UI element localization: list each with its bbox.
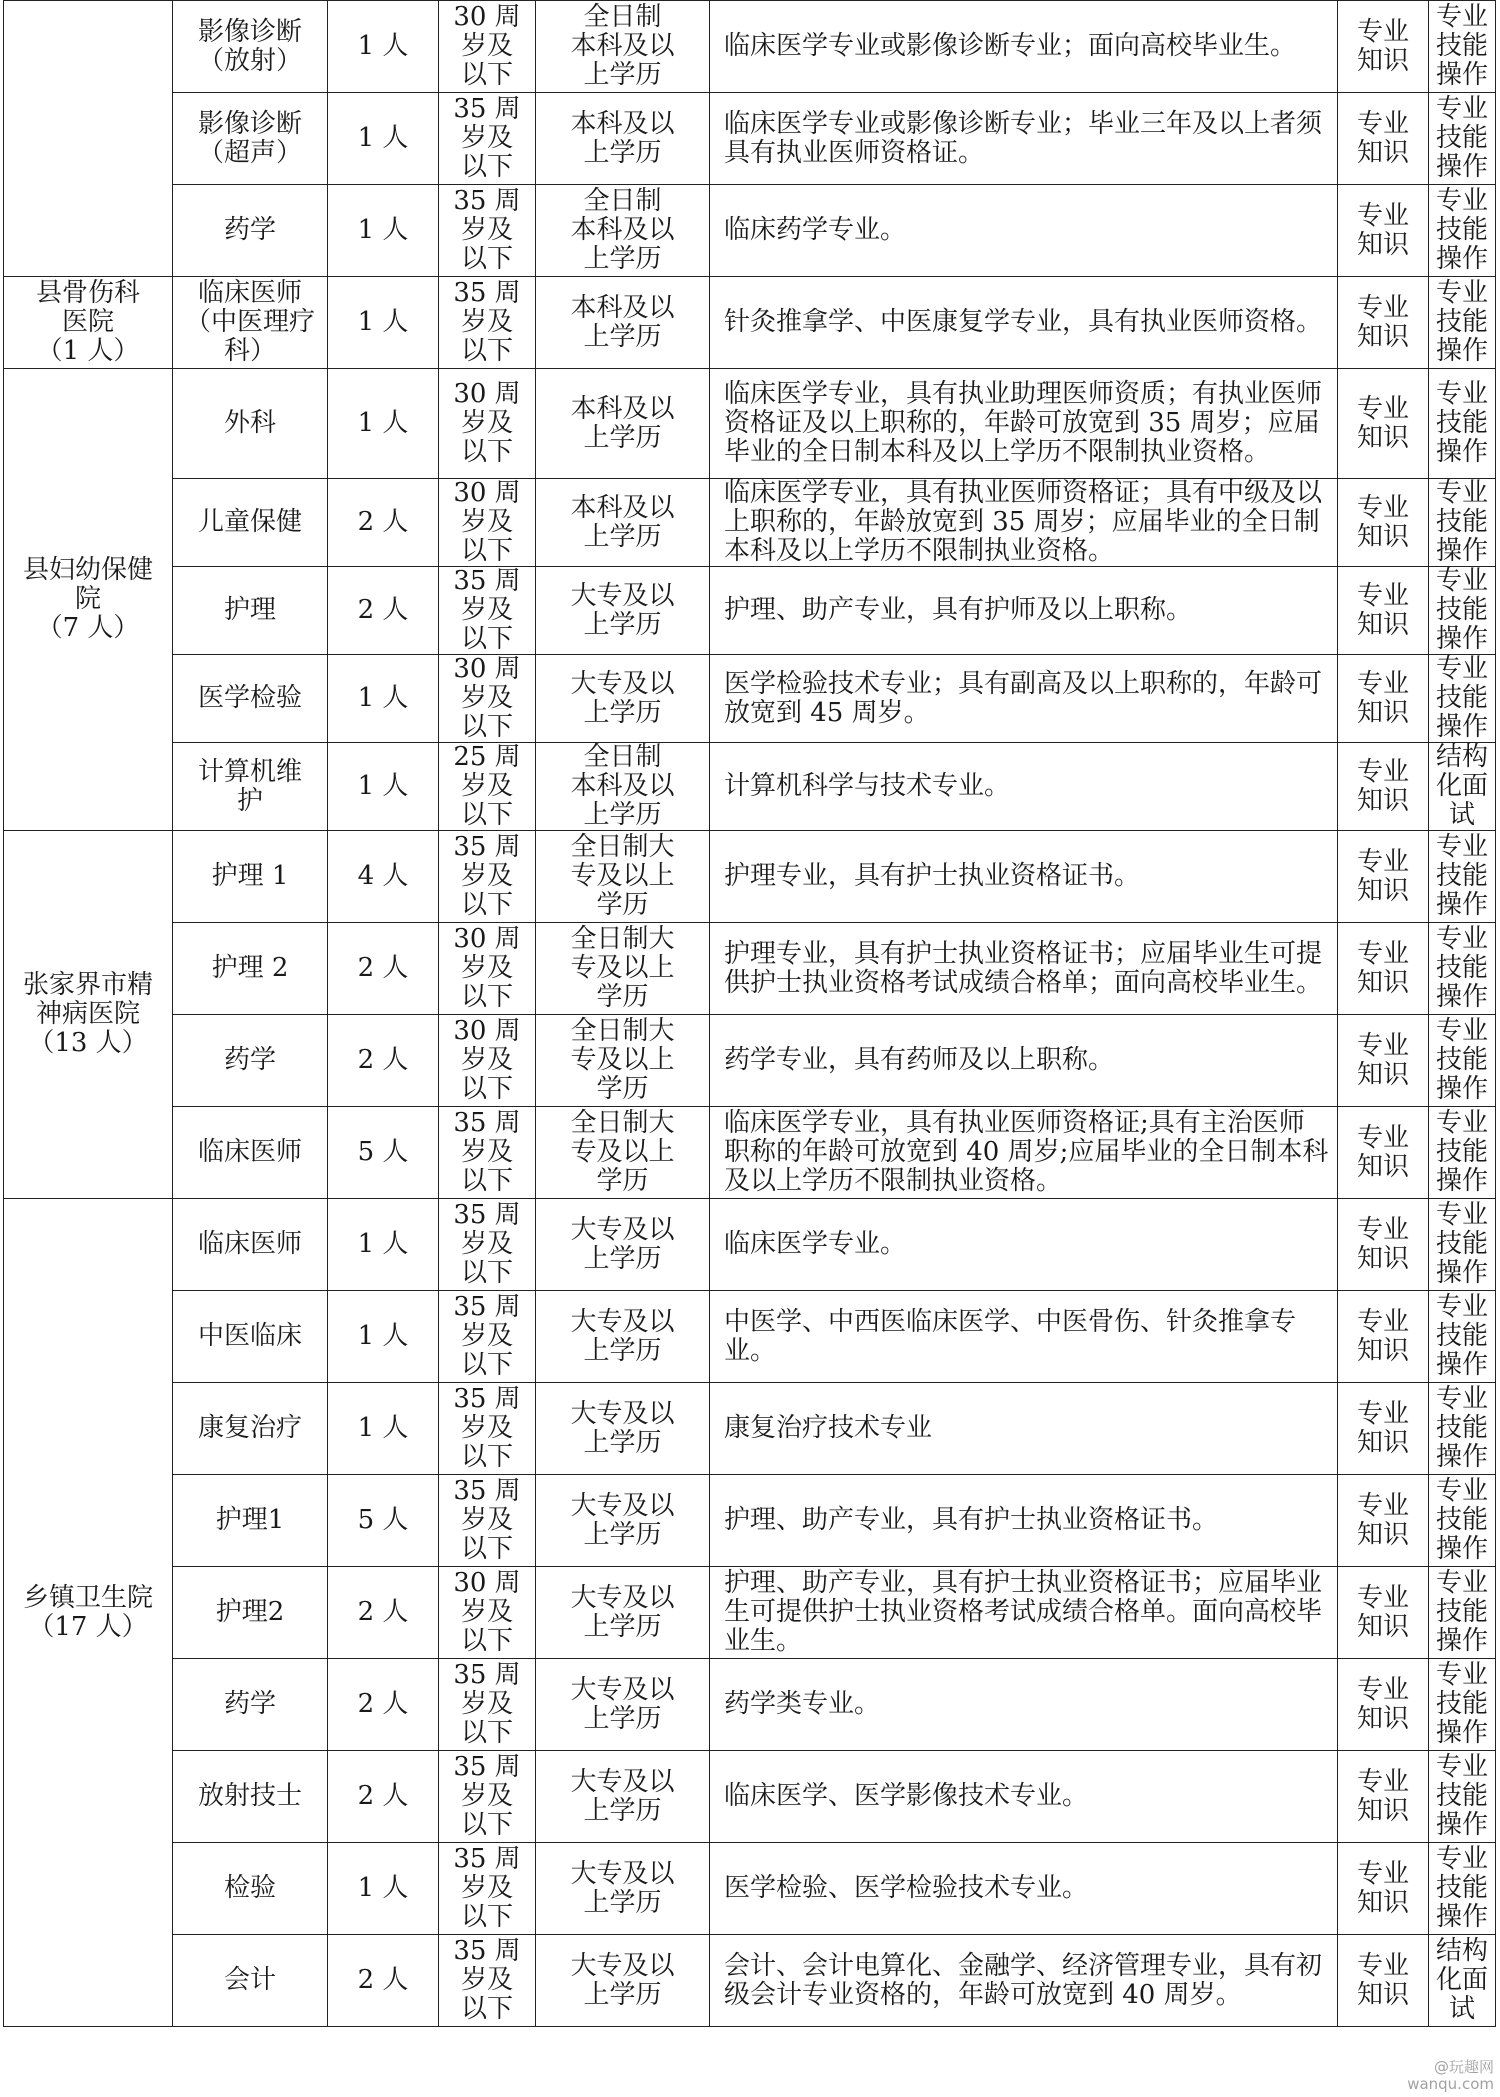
exam1-cell: 专业 知识 — [1338, 567, 1429, 655]
req-cell: 护理、助产专业，具有护士执业资格证书；应届毕业生可提供护士执业资格考试成绩合格单。面向高校毕业生。 — [710, 1567, 1338, 1659]
age-cell: 30 周 岁及 以下 — [439, 655, 536, 743]
req-cell: 临床医学专业，具有执业医师资格证;具有主治医师职称的年龄可放宽到 40 周岁;应届毕业的全日制本科及以上学历不限制执业资格。 — [710, 1107, 1338, 1199]
req-cell: 临床医学专业或影像诊断专业；面向高校毕业生。 — [710, 1, 1338, 93]
count-cell: 5 人 — [328, 1475, 439, 1567]
exam2-cell: 专业 技能 操作 — [1429, 277, 1496, 369]
post-cell: 护理 — [173, 567, 328, 655]
count-cell: 1 人 — [328, 277, 439, 369]
age-cell: 35 周 岁及 以下 — [439, 1935, 536, 2027]
exam1-cell: 专业 知识 — [1338, 1751, 1429, 1843]
age-cell: 30 周 岁及 以下 — [439, 369, 536, 479]
exam1-cell: 专业 知识 — [1338, 369, 1429, 479]
count-cell: 2 人 — [328, 1751, 439, 1843]
edu-cell: 全日制 本科及以 上学历 — [536, 185, 710, 277]
edu-cell: 大专及以 上学历 — [536, 567, 710, 655]
table-row — [4, 185, 1496, 277]
count-cell: 1 人 — [328, 185, 439, 277]
table-row — [4, 1843, 1496, 1935]
req-cell: 护理专业，具有护士执业资格证书；应届毕业生可提供护士执业资格考试成绩合格单；面向高校毕业生。 — [710, 923, 1338, 1015]
exam2-cell: 专业 技能 操作 — [1429, 1659, 1496, 1751]
exam1-cell: 专业 知识 — [1338, 1015, 1429, 1107]
table-row — [4, 1199, 1496, 1291]
count-cell: 1 人 — [328, 93, 439, 185]
edu-cell: 全日制大 专及以上 学历 — [536, 923, 710, 1015]
count-cell: 4 人 — [328, 831, 439, 923]
exam2-cell: 专业 技能 操作 — [1429, 1475, 1496, 1567]
exam2-cell: 专业 技能 操作 — [1429, 831, 1496, 923]
age-cell: 30 周 岁及 以下 — [439, 1, 536, 93]
edu-cell: 本科及以 上学历 — [536, 369, 710, 479]
table-row — [4, 1383, 1496, 1475]
age-cell: 35 周 岁及 以下 — [439, 831, 536, 923]
post-cell: 康复治疗 — [173, 1383, 328, 1475]
count-cell: 1 人 — [328, 1843, 439, 1935]
edu-cell: 全日制 本科及以 上学历 — [536, 1, 710, 93]
req-cell: 临床药学专业。 — [710, 185, 1338, 277]
post-cell: 儿童保健 — [173, 479, 328, 567]
unit-cell: 张家界市精 神病医院 （13 人） — [4, 831, 173, 1199]
count-cell: 2 人 — [328, 1659, 439, 1751]
exam1-cell: 专业 知识 — [1338, 1843, 1429, 1935]
age-cell: 35 周 岁及 以下 — [439, 93, 536, 185]
watermark-line1: @玩趣网 — [1433, 2058, 1494, 2076]
unit-cell: 县妇幼保健 院 （7 人） — [4, 369, 173, 831]
exam2-cell: 专业 技能 操作 — [1429, 567, 1496, 655]
table-row — [4, 1015, 1496, 1107]
req-cell: 针灸推拿学、中医康复学专业，具有执业医师资格。 — [710, 277, 1338, 369]
recruitment-table — [3, 0, 1496, 2027]
count-cell: 2 人 — [328, 923, 439, 1015]
exam2-cell: 专业 技能 操作 — [1429, 1015, 1496, 1107]
table-row — [4, 1, 1496, 93]
edu-cell: 本科及以 上学历 — [536, 93, 710, 185]
post-cell: 外科 — [173, 369, 328, 479]
edu-cell: 全日制大 专及以上 学历 — [536, 831, 710, 923]
edu-cell: 大专及以 上学历 — [536, 1567, 710, 1659]
post-cell: 护理2 — [173, 1567, 328, 1659]
count-cell: 1 人 — [328, 369, 439, 479]
req-cell: 会计、会计电算化、金融学、经济管理专业，具有初级会计专业资格的，年龄可放宽到 40 周岁。 — [710, 1935, 1338, 2027]
req-cell: 药学类专业。 — [710, 1659, 1338, 1751]
exam1-cell: 专业 知识 — [1338, 1107, 1429, 1199]
exam1-cell: 专业 知识 — [1338, 1383, 1429, 1475]
count-cell: 1 人 — [328, 743, 439, 831]
count-cell: 1 人 — [328, 655, 439, 743]
exam1-cell: 专业 知识 — [1338, 655, 1429, 743]
req-cell: 计算机科学与技术专业。 — [710, 743, 1338, 831]
post-cell: 药学 — [173, 1659, 328, 1751]
exam2-cell: 专业 技能 操作 — [1429, 1751, 1496, 1843]
exam2-cell: 专业 技能 操作 — [1429, 1291, 1496, 1383]
count-cell: 2 人 — [328, 1015, 439, 1107]
edu-cell: 大专及以 上学历 — [536, 655, 710, 743]
age-cell: 35 周 岁及 以下 — [439, 277, 536, 369]
req-cell: 康复治疗技术专业 — [710, 1383, 1338, 1475]
post-cell: 放射技士 — [173, 1751, 328, 1843]
edu-cell: 大专及以 上学历 — [536, 1751, 710, 1843]
count-cell: 1 人 — [328, 1291, 439, 1383]
exam2-cell: 专业 技能 操作 — [1429, 923, 1496, 1015]
edu-cell: 大专及以 上学历 — [536, 1383, 710, 1475]
age-cell: 35 周 岁及 以下 — [439, 1843, 536, 1935]
table-row — [4, 1659, 1496, 1751]
table-row — [4, 655, 1496, 743]
table-row — [4, 369, 1496, 479]
exam1-cell: 专业 知识 — [1338, 831, 1429, 923]
edu-cell: 全日制大 专及以上 学历 — [536, 1107, 710, 1199]
req-cell: 护理、助产专业，具有护师及以上职称。 — [710, 567, 1338, 655]
exam2-cell: 专业 技能 操作 — [1429, 1383, 1496, 1475]
age-cell: 35 周 岁及 以下 — [439, 567, 536, 655]
table-row — [4, 923, 1496, 1015]
exam1-cell: 专业 知识 — [1338, 743, 1429, 831]
exam2-cell: 结构 化面 试 — [1429, 743, 1496, 831]
post-cell: 中医临床 — [173, 1291, 328, 1383]
watermark-line2: wanqu.com — [1407, 2075, 1494, 2093]
req-cell: 药学专业，具有药师及以上职称。 — [710, 1015, 1338, 1107]
exam2-cell: 专业 技能 操作 — [1429, 1107, 1496, 1199]
age-cell: 30 周 岁及 以下 — [439, 923, 536, 1015]
count-cell: 2 人 — [328, 1567, 439, 1659]
age-cell: 30 周 岁及 以下 — [439, 1567, 536, 1659]
post-cell: 计算机维 护 — [173, 743, 328, 831]
table-row — [4, 1935, 1496, 2027]
post-cell: 护理1 — [173, 1475, 328, 1567]
req-cell: 临床医学专业。 — [710, 1199, 1338, 1291]
age-cell: 35 周 岁及 以下 — [439, 1107, 536, 1199]
edu-cell: 本科及以 上学历 — [536, 479, 710, 567]
post-cell: 护理 2 — [173, 923, 328, 1015]
exam1-cell: 专业 知识 — [1338, 479, 1429, 567]
age-cell: 35 周 岁及 以下 — [439, 1291, 536, 1383]
age-cell: 25 周 岁及 以下 — [439, 743, 536, 831]
req-cell: 临床医学专业，具有执业医师资格证；具有中级及以上职称的，年龄放宽到 35 周岁；应届毕业的全日制本科及以上学历不限制执业资格。 — [710, 479, 1338, 567]
count-cell: 2 人 — [328, 479, 439, 567]
table-row — [4, 93, 1496, 185]
age-cell: 35 周 岁及 以下 — [439, 1199, 536, 1291]
edu-cell: 大专及以 上学历 — [536, 1291, 710, 1383]
table-row — [4, 277, 1496, 369]
exam2-cell: 专业 技能 操作 — [1429, 1199, 1496, 1291]
table-row — [4, 1475, 1496, 1567]
exam1-cell: 专业 知识 — [1338, 1659, 1429, 1751]
age-cell: 30 周 岁及 以下 — [439, 1015, 536, 1107]
post-cell: 影像诊断 （放射） — [173, 1, 328, 93]
age-cell: 35 周 岁及 以下 — [439, 185, 536, 277]
table-body — [4, 1, 1496, 2027]
exam1-cell: 专业 知识 — [1338, 1475, 1429, 1567]
exam1-cell: 专业 知识 — [1338, 185, 1429, 277]
exam1-cell: 专业 知识 — [1338, 1291, 1429, 1383]
post-cell: 临床医师 — [173, 1199, 328, 1291]
post-cell: 检验 — [173, 1843, 328, 1935]
post-cell: 临床医师 — [173, 1107, 328, 1199]
exam2-cell: 结构 化面 试 — [1429, 1935, 1496, 2027]
req-cell: 护理、助产专业，具有护士执业资格证书。 — [710, 1475, 1338, 1567]
req-cell: 临床医学专业，具有执业助理医师资质；有执业医师资格证及以上职称的，年龄可放宽到 35 周岁；应届毕业的全日制本科及以上学历不限制执业资格。 — [710, 369, 1338, 479]
age-cell: 35 周 岁及 以下 — [439, 1383, 536, 1475]
req-cell: 临床医学、医学影像技术专业。 — [710, 1751, 1338, 1843]
post-cell: 会计 — [173, 1935, 328, 2027]
exam1-cell: 专业 知识 — [1338, 277, 1429, 369]
table-row — [4, 1107, 1496, 1199]
table-row — [4, 743, 1496, 831]
exam2-cell: 专业 技能 操作 — [1429, 1567, 1496, 1659]
exam1-cell: 专业 知识 — [1338, 923, 1429, 1015]
req-cell: 临床医学专业或影像诊断专业；毕业三年及以上者须具有执业医师资格证。 — [710, 93, 1338, 185]
count-cell: 5 人 — [328, 1107, 439, 1199]
exam2-cell: 专业 技能 操作 — [1429, 479, 1496, 567]
table-row — [4, 1751, 1496, 1843]
post-cell: 临床医师 （中医理疗 科） — [173, 277, 328, 369]
exam2-cell: 专业 技能 操作 — [1429, 185, 1496, 277]
table-row — [4, 567, 1496, 655]
watermark — [1407, 2059, 1494, 2093]
count-cell: 1 人 — [328, 1199, 439, 1291]
count-cell: 1 人 — [328, 1, 439, 93]
post-cell: 影像诊断 （超声） — [173, 93, 328, 185]
req-cell: 医学检验技术专业；具有副高及以上职称的，年龄可放宽到 45 周岁。 — [710, 655, 1338, 743]
exam2-cell: 专业 技能 操作 — [1429, 1843, 1496, 1935]
exam2-cell: 专业 技能 操作 — [1429, 369, 1496, 479]
count-cell: 2 人 — [328, 567, 439, 655]
age-cell: 35 周 岁及 以下 — [439, 1659, 536, 1751]
exam1-cell: 专业 知识 — [1338, 1567, 1429, 1659]
edu-cell: 全日制 本科及以 上学历 — [536, 743, 710, 831]
unit-cell: 县骨伤科 医院 （1 人） — [4, 277, 173, 369]
edu-cell: 大专及以 上学历 — [536, 1843, 710, 1935]
exam1-cell: 专业 知识 — [1338, 1, 1429, 93]
table-row — [4, 1291, 1496, 1383]
req-cell: 医学检验、医学检验技术专业。 — [710, 1843, 1338, 1935]
age-cell: 30 周 岁及 以下 — [439, 479, 536, 567]
edu-cell: 本科及以 上学历 — [536, 277, 710, 369]
age-cell: 35 周 岁及 以下 — [439, 1751, 536, 1843]
count-cell: 1 人 — [328, 1383, 439, 1475]
post-cell: 药学 — [173, 1015, 328, 1107]
table-row — [4, 479, 1496, 567]
exam2-cell: 专业 技能 操作 — [1429, 655, 1496, 743]
req-cell: 护理专业，具有护士执业资格证书。 — [710, 831, 1338, 923]
post-cell: 药学 — [173, 185, 328, 277]
count-cell: 2 人 — [328, 1935, 439, 2027]
unit-cell: 乡镇卫生院 （17 人） — [4, 1199, 173, 2027]
req-cell: 中医学、中西医临床医学、中医骨伤、针灸推拿专业。 — [710, 1291, 1338, 1383]
age-cell: 35 周 岁及 以下 — [439, 1475, 536, 1567]
edu-cell: 大专及以 上学历 — [536, 1475, 710, 1567]
table-row — [4, 831, 1496, 923]
edu-cell: 大专及以 上学历 — [536, 1659, 710, 1751]
table-row — [4, 1567, 1496, 1659]
edu-cell: 大专及以 上学历 — [536, 1199, 710, 1291]
unit-cell — [4, 1, 173, 277]
post-cell: 护理 1 — [173, 831, 328, 923]
post-cell: 医学检验 — [173, 655, 328, 743]
exam2-cell: 专业 技能 操作 — [1429, 1, 1496, 93]
exam1-cell: 专业 知识 — [1338, 1199, 1429, 1291]
exam1-cell: 专业 知识 — [1338, 1935, 1429, 2027]
edu-cell: 大专及以 上学历 — [536, 1935, 710, 2027]
exam2-cell: 专业 技能 操作 — [1429, 93, 1496, 185]
exam1-cell: 专业 知识 — [1338, 93, 1429, 185]
edu-cell: 全日制大 专及以上 学历 — [536, 1015, 710, 1107]
